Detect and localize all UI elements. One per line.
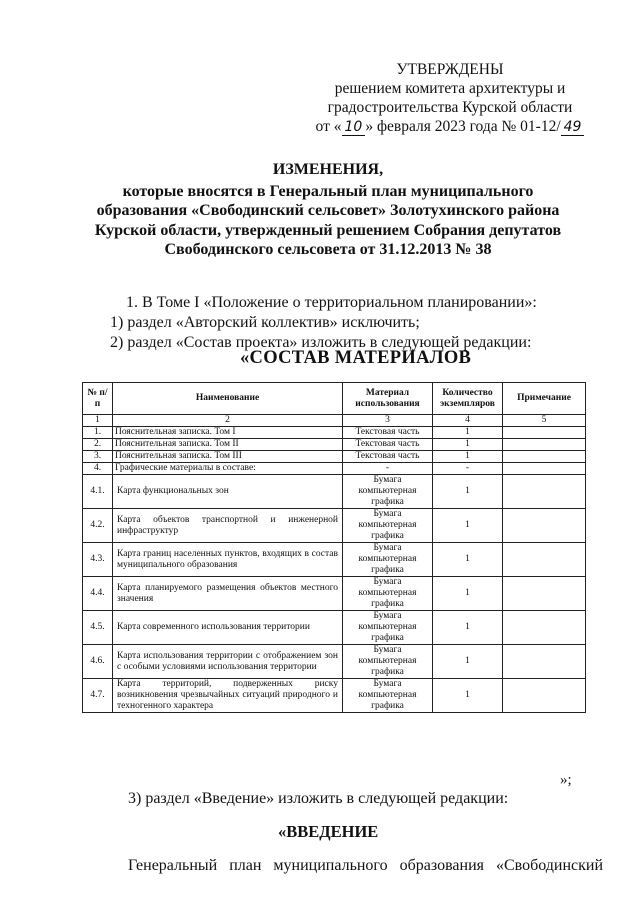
materials-table [82,382,586,713]
row-material: Бумага компьютерная графика [343,679,433,713]
item-1-1: 1) раздел «Авторский коллектив» исключить; [110,314,420,331]
approval-line-2: решением комитета архитектуры и [334,80,566,97]
handwritten-day: 10 [342,119,366,136]
row-count: 1 [433,451,503,463]
date-prefix: от « [315,118,342,135]
row-note [503,577,586,611]
approval-title: УТВЕРЖДЕНЫ [396,61,504,78]
row-name: Карта планируемого размещения объектов местного значения [113,577,343,611]
table-row [83,439,586,451]
title-line-5: Свободинского сельсовета от 31.12.2013 № 38 [164,241,492,258]
row-name: Карта использования территории с отображением зон с особыми условиями использования территории [113,645,343,679]
item-3: 3) раздел «Введение» изложить в следующей редакции: [128,790,509,807]
row-note [503,451,586,463]
col-number: 3 [343,415,433,427]
title-line-2: которые вносятся в Генеральный план муниципального [122,182,534,200]
item-1: 1. В Томе I «Положение о территориальном планировании»: [126,294,537,311]
handwritten-number: 49 [561,119,585,136]
row-name: Карта территорий, подверженных риску возникновения чрезвычайных ситуаций природного и техногенного характера [113,679,343,713]
closing-quote: »; [560,772,572,788]
title-line-3: образования «Свободинский сельсовет» Золотухинского района [96,202,560,219]
header-material: Материал использования [343,383,433,415]
row-material: Текстовая часть [343,427,433,439]
row-count: 1 [433,645,503,679]
header-count: Количество экземпляров [433,383,503,415]
row-count: 1 [433,509,503,543]
date-middle: » февраля 2023 года № 01-12/ [365,118,561,135]
row-count: - [433,463,503,475]
materials-heading: «СОСТАВ МАТЕРИАЛОВ [240,348,472,368]
item-1-2: 2) раздел «Состав проекта» изложить в следующей редакции: [110,334,532,351]
row-num: 4.7. [83,679,113,713]
row-num: 4. [83,463,113,475]
approval-block [300,60,600,137]
table-row [83,509,586,543]
col-number: 5 [503,415,586,427]
row-material: Бумага компьютерная графика [343,543,433,577]
table-row [83,611,586,645]
row-name: Пояснительная записка. Том II [113,439,343,451]
row-note [503,645,586,679]
intro-paragraph: Генеральный план муниципального образования «Свободинский [128,857,604,874]
row-count: 1 [433,543,503,577]
row-note [503,475,586,509]
row-num: 4.2. [83,509,113,543]
row-count: 1 [433,475,503,509]
row-count: 1 [433,679,503,713]
approval-line-3: градостроительства Курской области [327,99,573,116]
col-number: 4 [433,415,503,427]
row-num: 4.4. [83,577,113,611]
row-note [503,463,586,475]
table-row [83,451,586,463]
row-name: Карта границ населенных пунктов, входящих в состав муниципального образования [113,543,343,577]
title-heading: ИЗМЕНЕНИЯ, [272,161,384,178]
row-material: Текстовая часть [343,439,433,451]
row-name: Пояснительная записка. Том I [113,427,343,439]
row-material: Бумага компьютерная графика [343,475,433,509]
row-material: Бумага компьютерная графика [343,645,433,679]
table-row [83,475,586,509]
row-name: Карта объектов транспортной и инженерной инфраструктур [113,509,343,543]
row-material: Бумага компьютерная графика [343,611,433,645]
row-name: Графические материалы в составе: [113,463,343,475]
title-line-4: Курской области, утвержденный решением Собрания депутатов [94,221,562,239]
row-note [503,611,586,645]
row-note [503,679,586,713]
row-material: Бумага компьютерная графика [343,577,433,611]
header-num: № п/п [83,383,113,415]
row-name: Пояснительная записка. Том III [113,451,343,463]
row-name: Карта современного использования территории [113,611,343,645]
row-count: 1 [433,427,503,439]
row-num: 4.6. [83,645,113,679]
row-num: 1. [83,427,113,439]
header-note: Примечание [503,383,586,415]
row-material: Текстовая часть [343,451,433,463]
col-number: 1 [83,415,113,427]
row-note [503,509,586,543]
approval-date [300,117,600,137]
row-num: 4.5. [83,611,113,645]
row-num: 3. [83,451,113,463]
row-note [503,427,586,439]
table-row [83,543,586,577]
row-material: - [343,463,433,475]
table-row [83,577,586,611]
row-num: 4.1. [83,475,113,509]
table-row [83,679,586,713]
intro-heading: «ВВЕДЕНИЕ [278,822,379,841]
table-row [83,427,586,439]
row-note [503,543,586,577]
row-num: 4.3. [83,543,113,577]
amendment-items [110,293,580,353]
document-title [88,160,568,260]
row-count: 1 [433,439,503,451]
col-number: 2 [113,415,343,427]
header-name: Наименование [113,383,343,415]
row-num: 2. [83,439,113,451]
row-material: Бумага компьютерная графика [343,509,433,543]
table-row [83,645,586,679]
row-note [503,439,586,451]
row-count: 1 [433,611,503,645]
row-name: Карта функциональных зон [113,475,343,509]
table-row [83,463,586,475]
row-count: 1 [433,577,503,611]
